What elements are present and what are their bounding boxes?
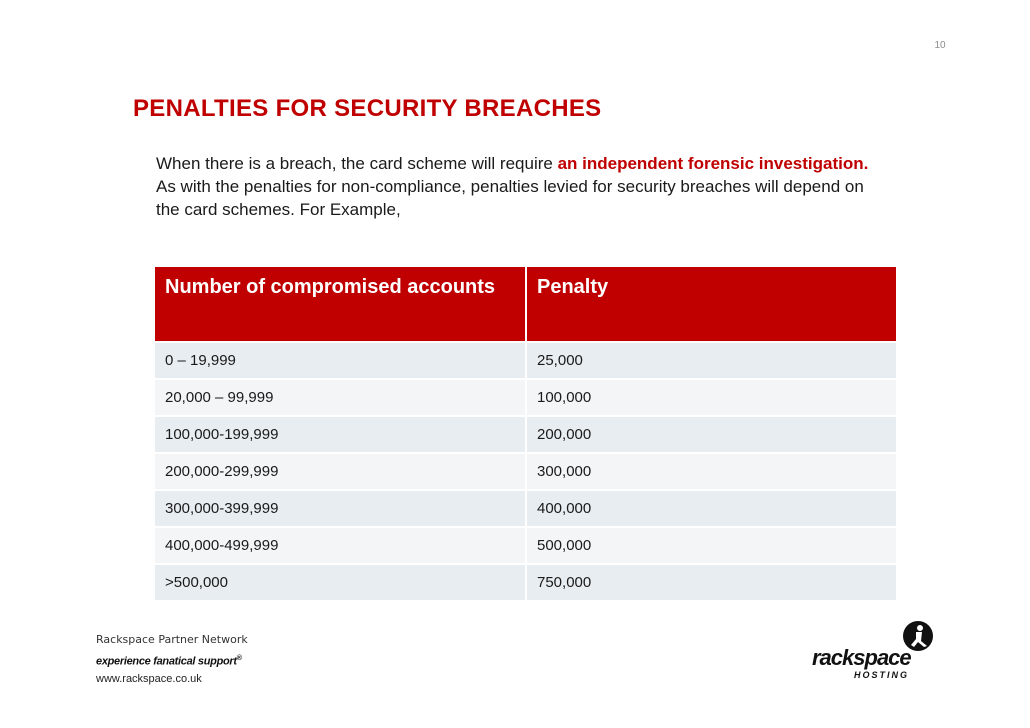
website-link[interactable]: www.rackspace.co.uk [96, 673, 202, 685]
accounts-cell: 0 – 19,999 [155, 341, 527, 378]
logo-brand: rackspace [812, 645, 911, 670]
penalty-cell: 300,000 [527, 452, 896, 489]
tagline [96, 655, 242, 668]
accounts-cell: 400,000-499,999 [155, 526, 527, 563]
slide-title: PENALTIES FOR SECURITY BREACHES [133, 95, 602, 122]
penalty-cell: 25,000 [527, 341, 896, 378]
header-accounts: Number of compromised accounts [155, 267, 527, 341]
tagline-text: experience fanatical support [96, 655, 237, 668]
table-row [155, 341, 896, 378]
accounts-cell: 300,000-399,999 [155, 489, 527, 526]
intro-text [156, 152, 876, 221]
intro-paragraph-1 [156, 152, 876, 175]
accounts-cell: 100,000-199,999 [155, 415, 527, 452]
table-row [155, 452, 896, 489]
intro-highlight: an independent forensic investigation. [557, 154, 869, 173]
tagline-mark: ® [236, 655, 242, 662]
penalty-table [155, 267, 896, 600]
intro-line1-text: When there is a breach, the card scheme will require [156, 154, 558, 173]
accounts-cell: 200,000-299,999 [155, 452, 527, 489]
penalty-cell: 400,000 [527, 489, 896, 526]
page-number: 10 [934, 40, 946, 51]
accounts-cell: 20,000 – 99,999 [155, 378, 527, 415]
accounts-cell: >500,000 [155, 563, 527, 600]
partner-network-label: Rackspace Partner Network [96, 633, 248, 646]
header-penalty: Penalty [527, 267, 896, 341]
logo-subtitle: HOSTING [854, 670, 910, 680]
penalty-cell: 500,000 [527, 526, 896, 563]
table-row [155, 526, 896, 563]
penalty-cell: 100,000 [527, 378, 896, 415]
table-row [155, 415, 896, 452]
table-row [155, 489, 896, 526]
table-header-row [155, 267, 896, 341]
penalty-cell: 200,000 [527, 415, 896, 452]
table-row [155, 563, 896, 600]
intro-paragraph-2: As with the penalties for non-compliance, penalties levied for security breaches will depend on the card schemes. For Example, [156, 177, 864, 219]
penalty-cell: 750,000 [527, 563, 896, 600]
table-row [155, 378, 896, 415]
rackspace-logo [810, 620, 945, 685]
